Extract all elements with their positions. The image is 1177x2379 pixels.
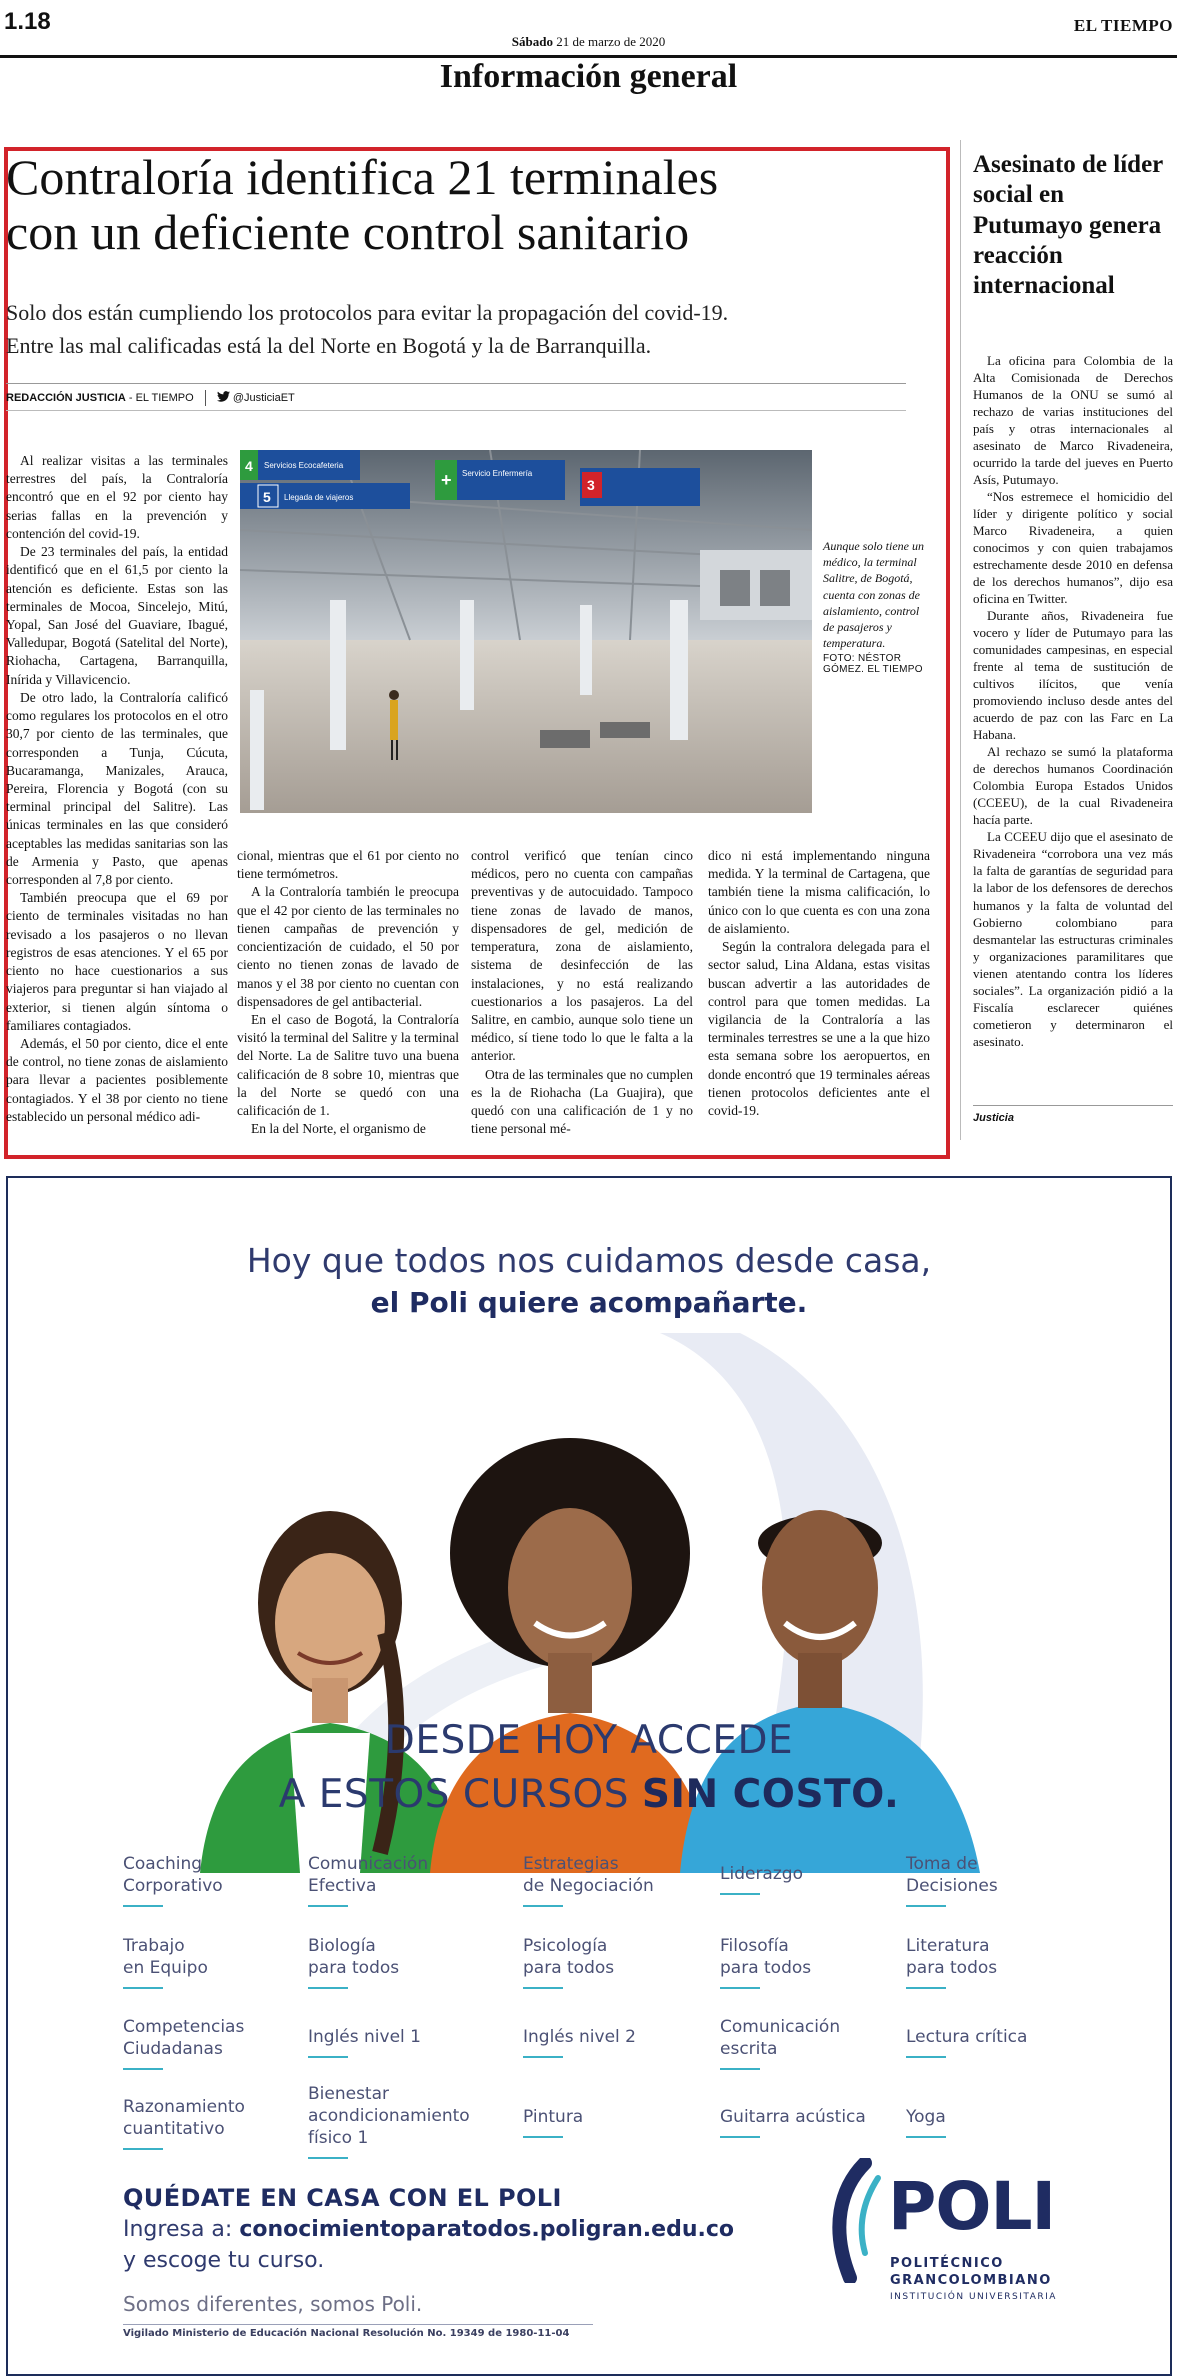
- newspaper-logo: EL TIEMPO: [1073, 16, 1173, 35]
- twitter-handle: @JusticiaET: [232, 391, 295, 404]
- paragraph: También preocupa que el 69 por ciento de terminales visitadas no han revisado a los pasajeros o no llevan registros de esas atenciones. Y el 65 por ciento no hace cuestionarios a sus viajeros para preguntar si han viajado al exterior, si tienen algún síntoma o familiares contagiados.: [6, 890, 228, 1033]
- terminal-photo-illustration: [240, 450, 812, 813]
- paragraph: cional, mientras que el 61 por ciento no tiene termómetros.: [237, 848, 459, 882]
- deck-line-1: Solo dos están cumpliendo los protocolos para evitar la propagación del covid-19.: [6, 300, 729, 325]
- poli-logo-subtitle-3: INSTITUCIÓN UNIVERSITARIA: [890, 2292, 1057, 2302]
- course-item: Liderazgo: [720, 1863, 910, 1895]
- ad-intro-line: Hoy que todos nos cuidamos desde casa,: [246, 1241, 932, 1280]
- photo-sign-number: 5: [263, 489, 271, 505]
- course-item: Pintura: [523, 2106, 713, 2138]
- article-column-1: [6, 452, 228, 1126]
- course-item: Filosofía para todos: [720, 1935, 910, 1989]
- course-item: Inglés nivel 2: [523, 2026, 713, 2058]
- byline: [6, 390, 906, 406]
- photo-sign-number: 3: [587, 477, 595, 493]
- paragraph: De otro lado, la Contraloría calificó como regulares los protocolos en el otro 30,7 por ciento de las terminales, que corresponden a Tunja, Cúcuta, Bucaramanga, Manizales, Arauca, Pereira, Florencia y Bogotá (con su terminal principal del Salitre). Las únicas terminales en las que consideró aceptables las medidas sanitarias son las de Armenia y Pasto, que apenas corresponden al 7,8 por ciento.: [6, 689, 228, 888]
- course-item: Coaching Corporativo: [123, 1853, 313, 1907]
- sidebar-body: [973, 352, 1173, 1050]
- byline-rule-bottom: [6, 410, 906, 411]
- sidebar-signature: Justicia: [973, 1112, 1014, 1124]
- paragraph: Además, el 50 por ciento, dice el ente de control, no tiene zonas de aislamiento para llevar a pacientes posiblemente contagiados. Y el 38 por ciento no tiene establecido un personal médico adi-: [6, 1036, 228, 1124]
- course-item: Lectura crítica: [906, 2026, 1096, 2058]
- photo-caption: [823, 538, 933, 675]
- course-item: Competencias Ciudadanas: [123, 2016, 313, 2070]
- article-headline: [6, 150, 936, 260]
- sidebar-divider: [960, 140, 961, 1140]
- ad-headline-2: [8, 1772, 1170, 1817]
- ad-intro-emphasis: el Poli quiere acompañarte.: [370, 1286, 808, 1319]
- course-item: Comunicación escrita: [720, 2016, 910, 2070]
- paragraph: control verificó que tenían cinco médicos, pero no cuenta con campañas preventivas y de autocuidado. Tampoco tiene zonas de lavado de manos, dispensadores de gel, medición de temperatura, zona de aislamiento, sistema de desinfección de las instalaciones, y no está realizando cuestionarios a los pasajeros. La del Salitre, en cambio, aunque solo tiene un médico, sí tiene todo lo que le falta a la anterior.: [471, 848, 693, 1064]
- paragraph: Según la contralora delegada para el sector salud, Lina Aldana, estas visitas buscan advertir a las autoridades de control para que tomen medidas. La vigilancia de la Contraloría a las terminales terrestres se une a la que hizo esta semana sobre los aeropuertos, en donde encontró que 19 terminales aéreas tienen protocolos deficientes ante el covid-19.: [708, 939, 930, 1119]
- photo-sign-text: Servicio Enfermería: [462, 469, 533, 478]
- course-item: Estrategias de Negociación: [523, 1853, 713, 1907]
- ad-legal-rule: [123, 2324, 593, 2325]
- paragraph: En el caso de Bogotá, la Contraloría visitó la terminal del Salitre y la terminal del Norte. La de Salitre tuvo una buena calificación de 8 sobre 10, mientras que la del Norte se quedó con una calificación de 1.: [237, 1011, 459, 1119]
- byline-author: REDACCIÓN JUSTICIA: [6, 391, 126, 404]
- paragraph: Al realizar visitas a las terminales terrestres del país, la Contraloría encontró que en el 92 por ciento hay serias fallas en la prevención y contención del covid-19.: [6, 453, 228, 541]
- poli-advertisement: [6, 1176, 1172, 2376]
- poli-logo-subtitle-1: POLITÉCNICO: [890, 2256, 1004, 2271]
- course-item: Razonamiento cuantitativo: [123, 2096, 313, 2150]
- person-right: [680, 1510, 980, 1873]
- photo-caption-text: Aunque solo tiene un médico, la terminal Salitre, de Bogotá, cuenta con zonas de aislamiento, control de pasajeros y temperatura.: [823, 539, 924, 651]
- article-deck: [6, 296, 926, 362]
- article-column-3: [471, 847, 693, 1139]
- byline-rule: [6, 383, 906, 384]
- paragraph: De 23 terminales del país, la entidad identificó que en el 61,5 por ciento la atención es deficiente. Estas son las terminales de Mocoa, Sincelejo, Mitú, Yopal, San José del Guaviare, Ibagué, Valledupar, Bogotá (Satelital del Norte), Riohacha, Cartagena, Barranquilla, Inírida y Villavicencio.: [6, 544, 228, 687]
- byline-outlet: - EL TIEMPO: [128, 391, 194, 404]
- issue-day: Sábado: [511, 34, 553, 49]
- paragraph: Al rechazo se sumó la plataforma de derechos humanos Coordinación Colombia Europa Estados Unidos (CCEEU), de la cual Rivadeneira hacía parte.: [973, 744, 1173, 828]
- paragraph: “Nos estremece el homicidio del líder y dirigente político y social Marco Rivadeneira, a quien conocimos y con quien trabajamos estrechamente desde 2010 en defensa de los derechos humanos”, dijo esa oficina en Twitter.: [973, 489, 1173, 607]
- photo-sign-text: Llegada de viajeros: [284, 493, 354, 502]
- ad-headline-1: DESDE HOY ACCEDE: [384, 1718, 794, 1763]
- course-item: Inglés nivel 1: [308, 2026, 498, 2058]
- paragraph: En la del Norte, el organismo de: [251, 1121, 426, 1137]
- course-item: Literatura para todos: [906, 1935, 1096, 1989]
- section-title: Información general: [439, 58, 738, 95]
- article-column-4: [708, 847, 930, 1120]
- paragraph: Otra de las terminales que no cumplen es la de Riohacha (La Guajira), que quedó con una calificación de 1 y no tiene personal mé-: [471, 1066, 693, 1137]
- terminal-photo: [240, 450, 812, 813]
- ad-headline-2-part: A ESTOS CURSOS: [278, 1772, 642, 1817]
- paragraph: dico ni está implementando ninguna medida. Y la terminal de Cartagena, que también tiene la misma calificación, lo único con lo que cuenta es con una zona de aislamiento.: [708, 848, 930, 936]
- paragraph: A la Contraloría también le preocupa que el 42 por ciento de las terminales no tienen campañas de prevención y concientización de cuidado, el 50 por ciento no tienen zonas de lavado de manos y el 38 por ciento no cuentan con dispensadores de gel antibacterial.: [237, 884, 459, 1009]
- course-item: Comunicación Efectiva: [308, 1853, 498, 1907]
- course-item: Psicología para todos: [523, 1935, 713, 1989]
- ad-headline-2-emphasis: SIN COSTO.: [641, 1772, 900, 1817]
- photo-cross-icon: +: [441, 470, 452, 490]
- deck-line-2: Entre las mal calificadas está la del Norte en Bogotá y la de Barranquilla.: [6, 333, 652, 358]
- ad-slogan: Somos diferentes, somos Poli.: [123, 2292, 423, 2316]
- headline-line-1: Contraloría identifica 21 terminales: [6, 149, 719, 205]
- course-item: Trabajo en Equipo: [123, 1935, 313, 1989]
- paragraph: La oficina para Colombia de la Alta Comisionada de Derechos Humanos de la ONU se sumó al rechazo de varias instituciones del país y otras internacionales al asesinato de Marco Rivadeneira, ocurrido la tarde del jueves en Puerto Asís, Putumayo.: [973, 353, 1173, 488]
- ad-url-link[interactable]: conocimientoparatodos.poligran.edu.co: [239, 2217, 735, 2242]
- photo-credit: FOTO: NÉSTOR GÓMEZ. EL TIEMPO: [823, 653, 923, 676]
- ad-legal-note: Vigilado Ministerio de Educación Nacional Resolución No. 19349 de 1980-11-04: [123, 2328, 570, 2339]
- page-number: 1.18: [4, 8, 51, 35]
- ad-url-tail: y escoge tu curso.: [123, 2248, 325, 2273]
- ad-cta-heading: QUÉDATE EN CASA CON EL POLI: [123, 2184, 562, 2212]
- issue-date-rest: 21 de marzo de 2020: [556, 34, 666, 49]
- issue-date: [0, 34, 1177, 50]
- course-item: Yoga: [906, 2106, 1096, 2138]
- photo-sign-text: Servicios Ecocafeteria: [264, 461, 344, 470]
- paragraph: Durante años, Rivadeneira fue vocero y líder de Putumayo para las comunidades campesinas, en especial frente al tema de sustitución de cultivos ilícitos, que venía promoviendo incluso desde antes del acuerdo de paz con las Farc en La Habana.: [973, 608, 1173, 743]
- poli-logo-word: POLI: [888, 2168, 1056, 2245]
- ad-url-prefix: Ingresa a:: [123, 2217, 240, 2242]
- twitter-icon: [217, 391, 230, 405]
- course-item: Bienestar acondicionamiento físico 1: [308, 2083, 498, 2159]
- headline-line-2: con un deficiente control sanitario: [6, 204, 690, 260]
- poli-logo-icon: [820, 2158, 890, 2283]
- course-item: Toma de Decisiones: [906, 1853, 1096, 1907]
- photo-sign-number: 4: [245, 458, 253, 474]
- poli-logo-subtitle-2: GRANCOLOMBIANO: [890, 2273, 1052, 2288]
- article-column-2: [237, 847, 459, 1139]
- course-item: Guitarra acústica: [720, 2106, 910, 2138]
- sidebar-headline: Asesinato de líder social en Putumayo genera reacción internacional: [973, 151, 1163, 299]
- ad-url-line: [123, 2217, 734, 2242]
- byline-separator: [205, 390, 206, 406]
- paragraph: La CCEEU dijo que el asesinato de Rivadeneira “corrobora una vez más la falta de garantías de seguridad para la labor de los defensores de derechos humanos y la falta de voluntad del Gobierno colombiano para desmantelar las estructuras criminales y organizaciones paramilitares que vienen atentando contra los líderes sociales”. La organización pidió a la Fiscalía esclarecer quiénes cometieron y determinaron el asesinato.: [973, 829, 1173, 1049]
- sidebar-rule: [973, 1105, 1173, 1106]
- course-item: Biología para todos: [308, 1935, 498, 1989]
